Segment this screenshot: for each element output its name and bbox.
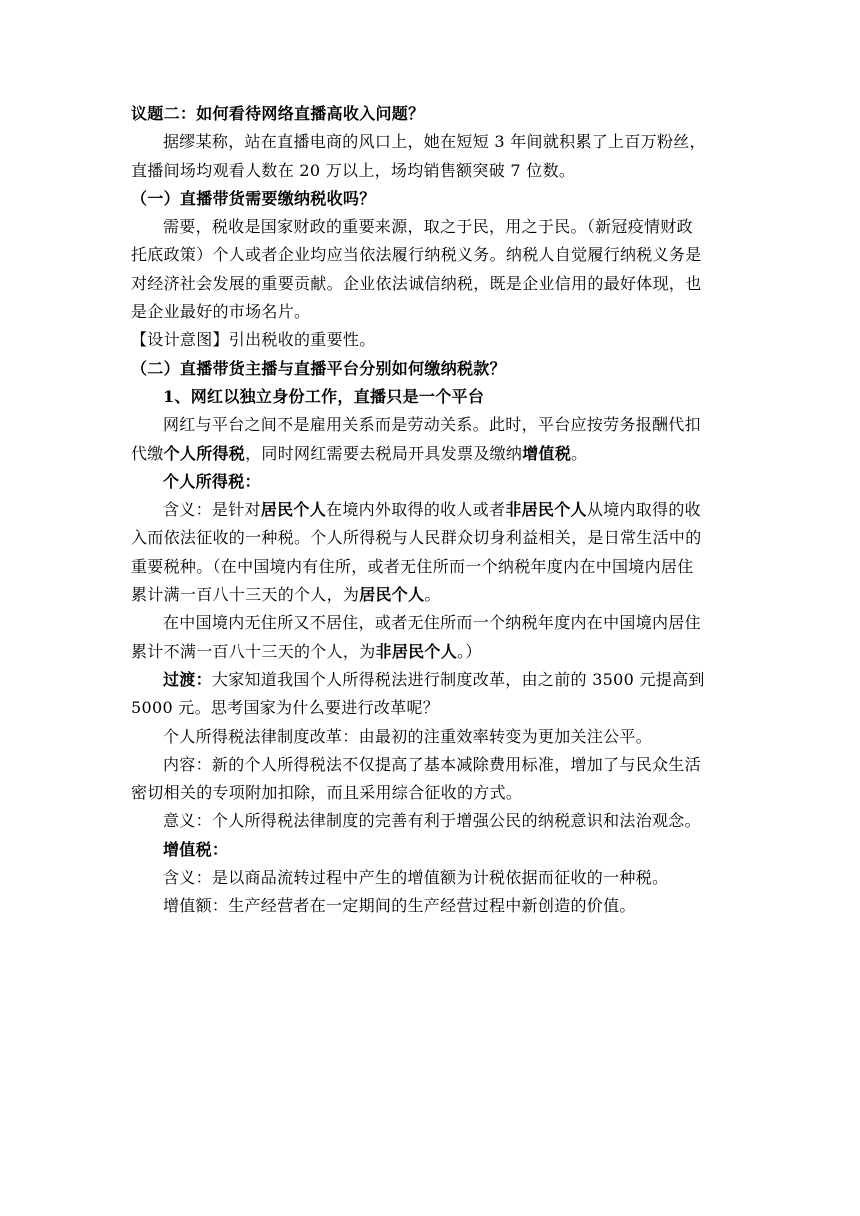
text-run: 含义：是针对 xyxy=(163,500,261,520)
topic-heading: 议题二：如何看待网络直播高收入问题？ xyxy=(131,104,425,123)
paragraph-transition-line xyxy=(131,666,735,694)
paragraph-content-line: 密切相关的专项附加扣除，而且采用综合征收的方式。 xyxy=(131,783,523,803)
section-heading-1: （一）直播带货需要缴纳税收吗？ xyxy=(131,188,376,208)
point-heading-1: 1、网红以独立身份工作，直播只是一个平台 xyxy=(163,386,485,406)
paragraph-relation-line xyxy=(131,440,735,468)
paragraph-nonresident-line xyxy=(131,638,735,666)
transition-label: 过渡： xyxy=(163,669,212,689)
text-run: 。 xyxy=(424,585,441,605)
term-personal-income-tax: 个人所得税 xyxy=(163,443,246,463)
paragraph-value-added: 增值额：生产经营者在一定期间的生产经营过程中新创造的价值。 xyxy=(163,896,636,916)
text-run: 累计满一百八十三天的个人，为 xyxy=(131,585,360,605)
text-run: 。 xyxy=(571,443,588,463)
paragraph-tax-line: 是企业最好的市场名片。 xyxy=(131,302,311,322)
paragraph-significance: 意义：个人所得税法律制度的完善有利于增强公民的纳税意识和法治观念。 xyxy=(163,811,701,831)
paragraph-reform: 个人所得税法律制度改革：由最初的注重效率转变为更加关注公平。 xyxy=(163,726,653,746)
text-run: 累计不满一百八十三天的个人，为 xyxy=(131,641,376,661)
section-heading-2: （二）直播带货主播与直播平台分别如何缴纳税款？ xyxy=(131,358,506,378)
term-non-resident: 非居民个人 xyxy=(375,641,458,661)
paragraph-pit-line xyxy=(131,496,735,524)
text-run: ，同时网红需要去税局开具发票及缴纳 xyxy=(245,443,523,463)
term-non-resident: 非居民个人 xyxy=(505,500,587,520)
term-resident: 居民个人 xyxy=(359,585,425,605)
design-intent: 【设计意图】引出税收的重要性。 xyxy=(131,330,376,350)
paragraph-tax-line: 对经济社会发展的重要贡献。企业依法诚信纳税，既是企业信用的最好体现，也 xyxy=(131,273,702,293)
paragraph-pit-line xyxy=(131,581,735,609)
text-run: 大家知道我国个人所得税法进行制度改革，由之前的 3500 元提高到 xyxy=(211,669,705,689)
paragraph-pit-line: 重要税种。（在中国境内有住所，或者无住所而一个纳税年度内在中国境内居住 xyxy=(131,556,694,576)
paragraph-content-line: 内容：新的个人所得税法不仅提高了基本减除费用标准，增加了与民众生活 xyxy=(163,754,701,774)
term-vat: 增值税 xyxy=(522,443,572,463)
paragraph-intro-line: 直播间场均观看人数在 20 万以上，场均销售额突破 7 位数。 xyxy=(131,160,576,180)
term-resident: 居民个人 xyxy=(260,500,327,520)
paragraph-relation-line: 网红与平台之间不是雇用关系而是劳动关系。此时，平台应按劳务报酬代扣 xyxy=(163,415,701,435)
paragraph-pit-line: 入而依法征收的一种税。个人所得税与人民群众切身利益相关，是日常生活中的 xyxy=(131,528,702,548)
paragraph-intro-line: 据缪某称，站在直播电商的风口上，她在短短 3 年间就积累了上百万粉丝， xyxy=(163,132,706,152)
document-page xyxy=(131,100,735,921)
pit-heading: 个人所得税： xyxy=(163,471,261,491)
text-run: 。） xyxy=(457,641,482,661)
text-run: 从境内取得的收 xyxy=(586,500,701,520)
paragraph-tax-line: 需要，税收是国家财政的重要来源，取之于民，用之于民。（新冠疫情财政 xyxy=(163,217,693,237)
paragraph-transition-line: 5000 元。思考国家为什么要进行改革呢？ xyxy=(131,698,440,718)
paragraph-tax-line: 托底政策）个人或者企业均应当依法履行纳税义务。纳税人自觉履行纳税义务是 xyxy=(131,245,702,265)
text-run: 代缴 xyxy=(131,443,164,463)
paragraph-vat-meaning: 含义：是以商品流转过程中产生的增值额为计税依据而征收的一种税。 xyxy=(163,868,669,888)
text-run: 在境内外取得的收人或者 xyxy=(326,500,506,520)
vat-heading: 增值税： xyxy=(163,839,229,859)
paragraph-nonresident-line: 在中国境内无住所又不居住，或者无住所而一个纳税年度内在中国境内居住 xyxy=(163,613,701,633)
